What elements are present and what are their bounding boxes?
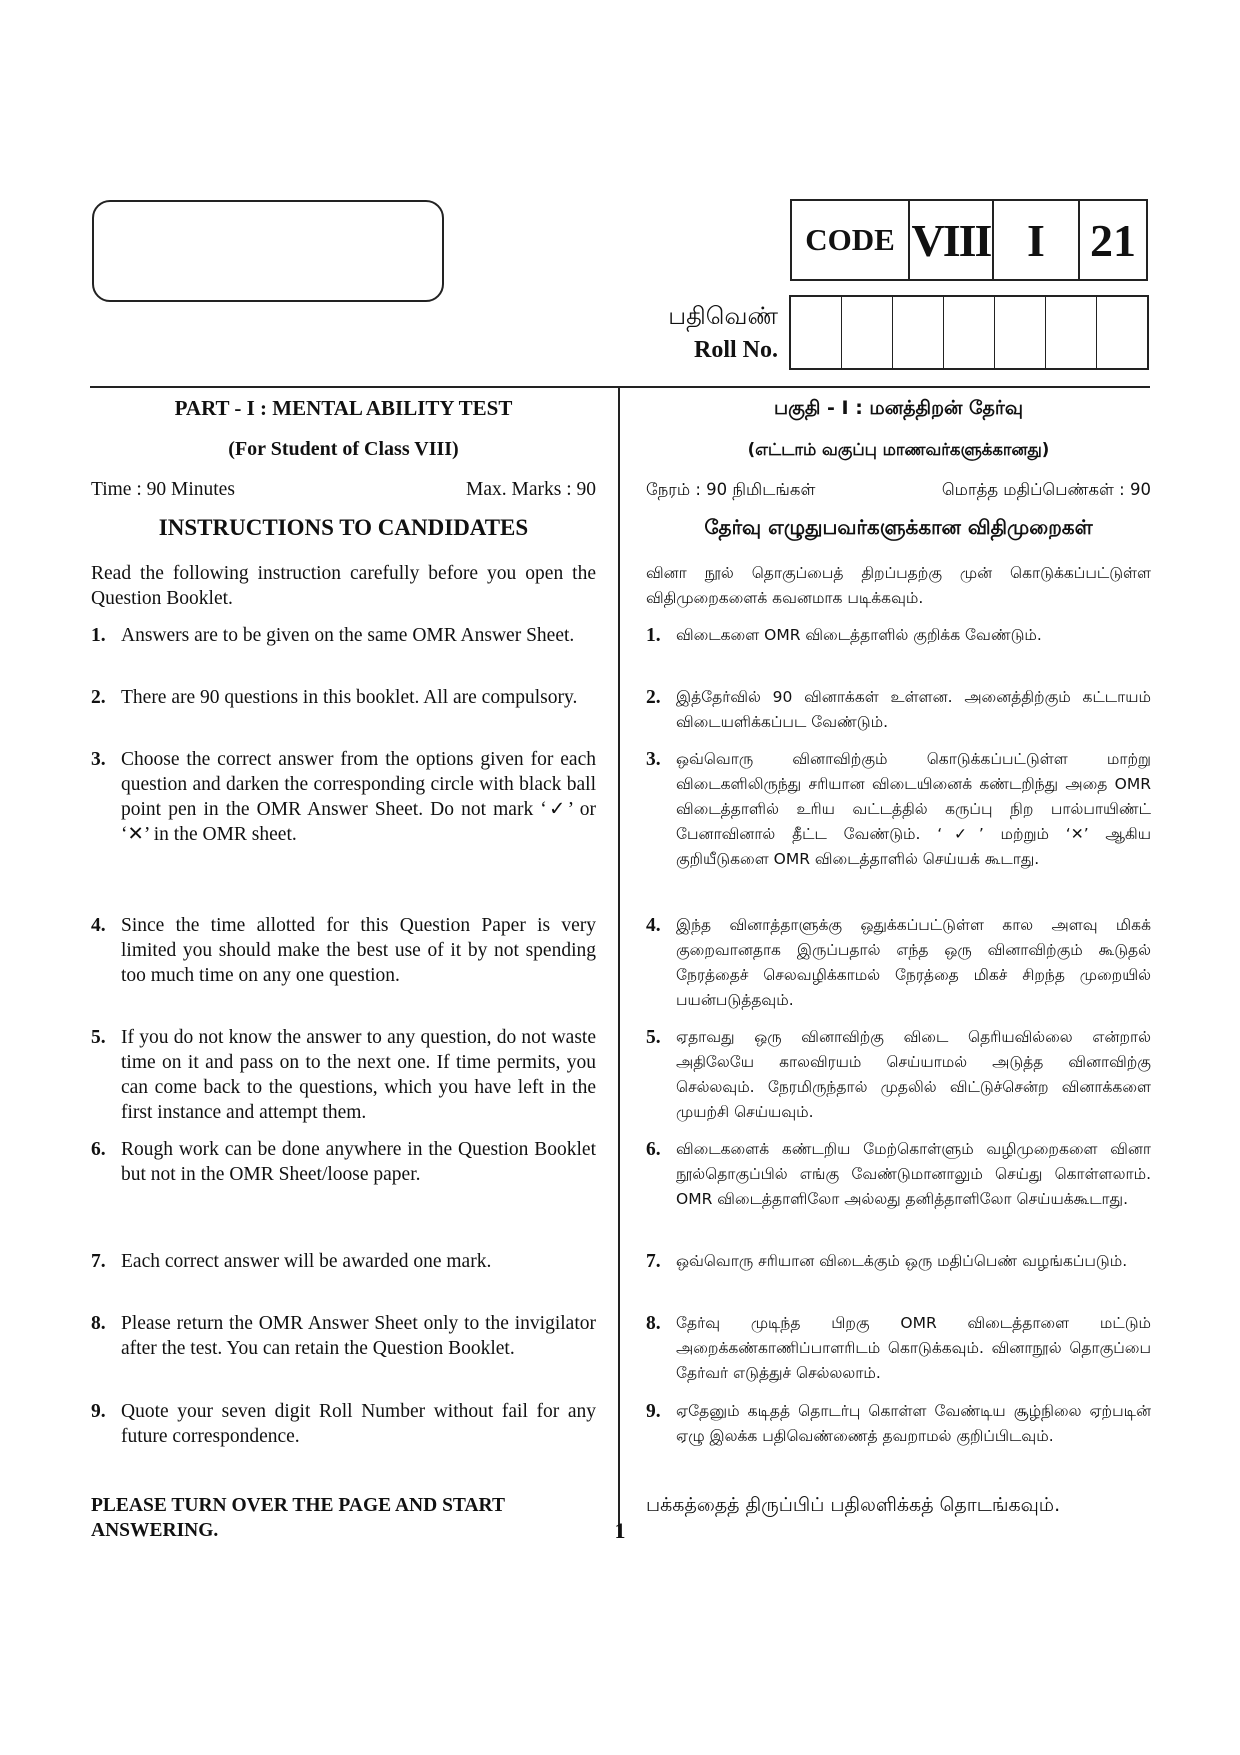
english-instruction-list bbox=[91, 623, 596, 1475]
list-item: 8. Please return the OMR Answer Sheet only to the invigilator after the test. You can retain the Question Booklet. bbox=[91, 1313, 596, 1359]
part-code: I bbox=[994, 201, 1080, 279]
english-turn-over-note: PLEASE TURN OVER THE PAGE AND START ANSWERING. bbox=[91, 1495, 505, 1541]
name-box bbox=[92, 200, 444, 302]
english-column bbox=[91, 393, 596, 1543]
list-item: 9. Quote your seven digit Roll Number without fail for any future correspondence. bbox=[91, 1401, 596, 1447]
roll-digit-box bbox=[944, 297, 995, 368]
list-item: 6. Rough work can be done anywhere in the Question Booklet but not in the OMR Sheet/loose paper. bbox=[91, 1139, 596, 1185]
roll-label-english: Roll No. bbox=[694, 337, 778, 363]
tamil-max-marks: மொத்த மதிப்பெண்கள் : 90 bbox=[941, 480, 1151, 499]
tamil-subtitle: (எட்டாம் வகுப்பு மாணவர்களுக்கானது) bbox=[747, 440, 1050, 459]
tamil-intro: வினா நூல் தொகுப்பைத் திறப்பதற்கு முன் கொடுக்கப்பட்டுள்ள விதிமுறைகளைக் கவனமாக படிக்கவும். bbox=[646, 564, 1151, 607]
code-label: CODE bbox=[792, 201, 910, 279]
header-divider bbox=[90, 386, 1150, 388]
list-item: 6. விடைகளைக் கண்டறிய மேற்கொள்ளும் வழிமுறைகளை வினா நூல்தொகுப்பில் எங்கு வேண்டுமானாலும் செய்து கொள்ளலாம். OMR விடைத்தாளிலோ அல்லது தனித்தாளிலோ செய்யக்கூடாது. bbox=[646, 1139, 1151, 1208]
list-item: 7. Each correct answer will be awarded one mark. bbox=[91, 1251, 492, 1272]
list-item: 8. தேர்வு முடிந்த பிறகு OMR விடைத்தாளை மட்டும் அறைக்கண்காணிப்பாளரிடம் கொடுக்கவும். வினாநூல் தொகுப்பை தேர்வர் எடுத்துச் செல்லலாம். bbox=[646, 1313, 1151, 1382]
paper-code: 21 bbox=[1090, 214, 1136, 266]
english-part-title: PART - I : MENTAL ABILITY TEST bbox=[174, 396, 513, 420]
english-time-marks bbox=[91, 477, 596, 507]
english-max-marks: Max. Marks : 90 bbox=[466, 479, 596, 500]
tamil-time-marks bbox=[646, 477, 1151, 507]
list-item: 3. Choose the correct answer from the options given for each question and darken the corresponding circle with black ball point pen in the OMR Answer Sheet. Do not mark ‘✓’ or ‘✕’ in the OMR sheet. bbox=[91, 749, 596, 845]
roll-label-tamil: பதிவெண் bbox=[668, 302, 778, 330]
english-intro: Read the following instruction carefully before you open the Question Booklet. bbox=[91, 563, 596, 609]
tamil-turn-over-note: பக்கத்தைத் திருப்பிப் பதிலளிக்கத் தொடங்கவும். bbox=[646, 1494, 1061, 1516]
english-subtitle: (For Student of Class VIII) bbox=[228, 438, 459, 460]
list-item: 1. விடைகளை OMR விடைத்தாளில் குறிக்க வேண்டும். bbox=[646, 625, 1042, 646]
roll-digit-box bbox=[995, 297, 1046, 368]
roll-digit-box bbox=[893, 297, 944, 368]
roll-digit-box bbox=[842, 297, 893, 368]
list-item: 7. ஒவ்வொரு சரியான விடைக்கும் ஒரு மதிப்பெண் வழங்கப்படும். bbox=[646, 1251, 1128, 1272]
roll-label bbox=[630, 302, 778, 364]
roll-digit-box bbox=[1046, 297, 1097, 368]
code-box bbox=[790, 199, 1148, 281]
list-item: 2. There are 90 questions in this booklet. All are compulsory. bbox=[91, 687, 578, 708]
list-item: 5. If you do not know the answer to any question, do not waste time on it and pass on to the next one. If time permits, you can come back to the questions, which you have left in the first instance and attempt them. bbox=[91, 1027, 596, 1123]
roll-number-grid bbox=[789, 295, 1149, 370]
list-item: 3. ஒவ்வொரு வினாவிற்கும் கொடுக்கப்பட்டுள்ள மாற்று விடைகளிலிருந்து சரியான விடையினைக் கண்டறிந்து அதை OMR விடைத்தாளில் உரிய வட்டத்தில் கருப்பு நிற பால்பாயிண்ட் பேனாவினால் தீட்ட வேண்டும். ‘✓’ மற்றும் ‘✕’ ஆகிய குறியீடுகளை OMR விடைத்தாளில் செய்யக் கூடாது. bbox=[646, 749, 1151, 868]
list-item: 1. Answers are to be given on the same OMR Answer Sheet. bbox=[91, 625, 575, 646]
list-item: 2. இத்தேர்வில் 90 வினாக்கள் உள்ளன. அனைத்திற்கும் கட்டாயம் விடையளிக்கப்பட வேண்டும். bbox=[646, 687, 1151, 731]
list-item: 5. ஏதாவது ஒரு வினாவிற்கு விடை தெரியவில்லை என்றால் அதிலேயே காலவிரயம் செய்யாமல் அடுத்த வினாவிற்கு செல்லவும். நேரமிருந்தால் முதலில் விட்டுச்சென்ற வினாக்களை முயற்சி செய்யவும். bbox=[646, 1027, 1151, 1121]
list-item: 4. Since the time allotted for this Question Paper is very limited you should make the best use of it by not spending too much time on any one question. bbox=[91, 915, 596, 986]
list-item: 4. இந்த வினாத்தாளுக்கு ஒதுக்கப்பட்டுள்ள கால அளவு மிகக் குறைவானதாக இருப்பதால் எந்த ஒரு வினாவிற்கும் கூடுதல் நேரத்தைச் செலவழிக்காமல் நேரத்தை மிகச் சிறந்த முறையில் பயன்படுத்தவும். bbox=[646, 915, 1151, 1009]
column-divider bbox=[618, 386, 620, 1538]
english-time: Time : 90 Minutes bbox=[91, 479, 235, 500]
tamil-instructions-title: தேர்வு எழுதுபவர்களுக்கான விதிமுறைகள் bbox=[704, 515, 1093, 539]
tamil-instruction-list bbox=[646, 623, 1151, 1475]
tamil-part-title: பகுதி - I : மனத்திறன் தேர்வு bbox=[773, 397, 1024, 419]
roll-digit-box bbox=[1097, 297, 1147, 368]
roll-digit-box bbox=[791, 297, 842, 368]
tamil-time: நேரம் : 90 நிமிடங்கள் bbox=[646, 480, 816, 499]
english-instructions-title: INSTRUCTIONS TO CANDIDATES bbox=[158, 515, 529, 540]
tamil-column bbox=[646, 393, 1151, 1518]
list-item: 9. ஏதேனும் கடிதத் தொடர்பு கொள்ள வேண்டிய சூழ்நிலை ஏற்படின் ஏழு இலக்க பதிவெண்ணைத் தவறாமல் குறிப்பிடவும். bbox=[646, 1401, 1151, 1445]
class-code: VIII bbox=[910, 201, 994, 279]
page-number: 1 bbox=[614, 1518, 626, 1543]
